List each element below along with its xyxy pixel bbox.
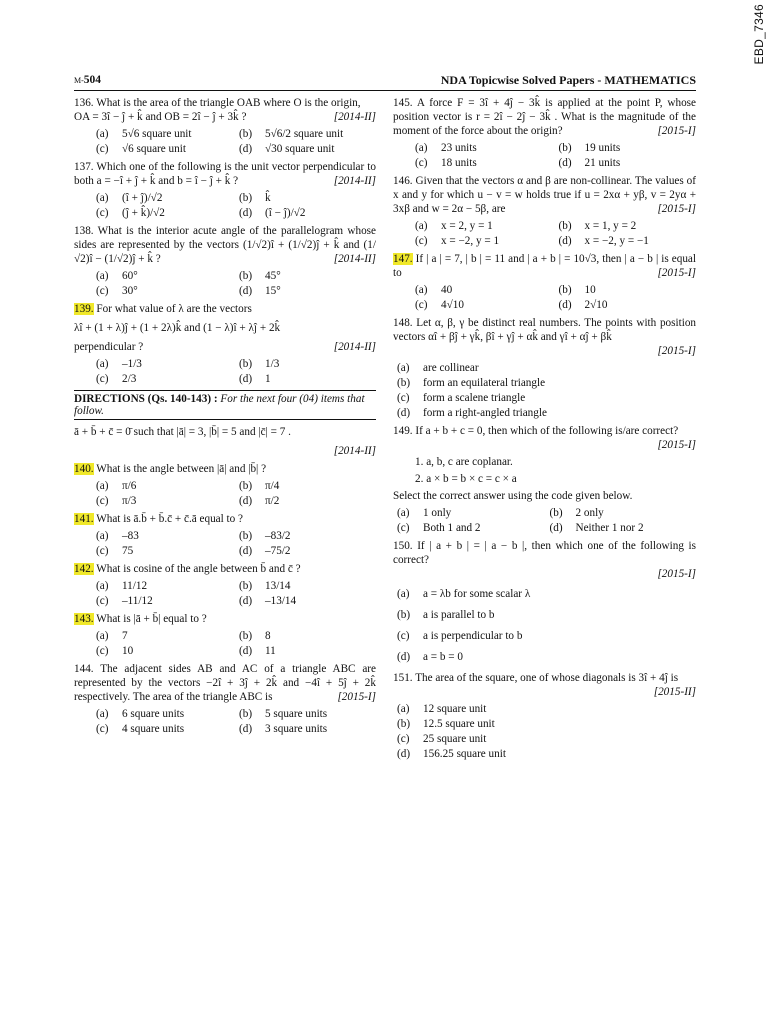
left-column xyxy=(74,96,376,740)
statement-1: 1. a, b, c are coplanar. xyxy=(415,456,513,468)
options: (a) 40 (b) 10 (c) 4√10 (d) 2√10 xyxy=(415,284,608,311)
options: (a) 7 (b) 8 (c) 10 (d) 11 xyxy=(96,630,276,657)
page-header xyxy=(74,72,696,91)
options: (a) 23 units (b) 19 units (c) 18 units (d) 21 units xyxy=(415,142,621,169)
question-150: 150. If | a + b | = | a − b |, then which one of the following is correct? [2015-I] (a) a = λb for some scalar λ (b) a is parallel to b (c) a is perpendicular to b (d) a = b = 0 xyxy=(393,539,696,667)
question-145: 145. A force F = 3î + 4ĵ − 3k̂ is applied at the point P, whose position vector is r = 2î − 2ĵ − 3k̂ . What is the magnitude of the moment of the force about the origin? [2015-I] (a) 23 units (b) 19 units (c) 18 units (d) 21 units xyxy=(393,97,696,169)
question-151: 151. The area of the square, one of whose diagonals is 3î + 4ĵ is [2015-II] (a) 12 square unit (b) 12.5 square unit (c) 25 square unit (d) 156.25 square unit xyxy=(393,672,696,760)
question-147: 147. If | a | = 7, | b | = 11 and | a + b | = 10√3, then | a − b | is equal to [2015-I] (a) 40 (b) 10 (c) 4√10 (d) 2√10 xyxy=(393,253,697,311)
options: (a) (î + ĵ)/√2 (b) k̂ (c) (ĵ + k̂)/√2 (d) (î − ĵ)/√2 xyxy=(96,192,306,219)
question-148: 148. Let α, β, γ be distinct real numbers. The points with position vectors αî + βĵ + γk̂, βî + γĵ + αk̂ and γî + αĵ + βk̂ [2015-I] (a) are collinear (b) form an equilateral triangle (c) form a scalene triangle (d) form a right-angled triangle xyxy=(393,317,697,419)
question-142: 142. What is cosine of the angle between b̄ and c̄ ? (a) 11/12 (b) 13/14 (c) –11/12 (d) –13/14 xyxy=(74,562,376,608)
question-140: 140. What is the angle between |ā| and |b̄| ? (a) π/6 (b) π/4 (c) π/3 (d) π/2 xyxy=(74,462,376,508)
directions-block: DIRECTIONS (Qs. 140-143) : For the next four (04) items that follow. xyxy=(74,390,376,420)
options: (a) 60° (b) 45° (c) 30° (d) 15° xyxy=(96,270,281,297)
options: (a) 1 only (b) 2 only (c) Both 1 and 2 (d) Neither 1 nor 2 xyxy=(397,507,644,534)
options: (a) 12 square unit (b) 12.5 square unit (c) 25 square unit (d) 156.25 square unit xyxy=(397,703,506,760)
question-139: 139. For what value of λ are the vectors λî + (1 + λ)ĵ + (1 + 2λ)k̂ and (1 − λ)î + λĵ + 2k̂ perpendicular ? [2014-II] (a) –1/3 (b) 1/3 (c) 2/3 (d) 1 xyxy=(74,303,376,385)
question-149: 149. If a + b + c = 0, then which of the following is/are correct? [2015-I] 1. a, b, c are coplanar. 2. a × b = b × c = c × a Select the correct answer using the code given below. (a) 1 only (b) 2 only (c) Both 1 and 2 (d) Neither 1 nor 2 xyxy=(393,425,696,534)
options: (a) –1/3 (b) 1/3 (c) 2/3 (d) 1 xyxy=(96,358,280,385)
question-141: 141. What is ā.b̄ + b̄.c̄ + c̄.ā equal to ? (a) –83 (b) –83/2 (c) 75 (d) –75/2 xyxy=(74,512,376,558)
options: (a) are collinear (b) form an equilateral triangle (c) form a scalene triangle (d) form a right-angled triangle xyxy=(397,362,547,419)
document-code: EBD_7346 xyxy=(752,4,766,65)
right-column xyxy=(393,96,696,765)
options: (a) a = λb for some scalar λ (b) a is parallel to b (c) a is perpendicular to b (d) a = b = 0 xyxy=(397,588,531,663)
select-instruction: Select the correct answer using the code given below. xyxy=(393,490,633,502)
options: (a) 5√6 square unit (b) 5√6/2 square unit (c) √6 square unit (d) √30 square unit xyxy=(96,128,344,155)
options: (a) 6 square units (b) 5 square units (c) 4 square units (d) 3 square units xyxy=(96,708,328,735)
question-137: 137. Which one of the following is the unit vector perpendicular to both a = −î + ĵ + k̂ and b = î − ĵ + k̂ ? [2014-II] (a) (î + ĵ)/√2 (b) k̂ (c) (ĵ + k̂)/√2 (d) (î − ĵ)/√2 xyxy=(74,161,376,219)
options: (a) π/6 (b) π/4 (c) π/3 (d) π/2 xyxy=(96,480,280,507)
directions-condition: ā + b̄ + c̄ = 0̄ such that |ā| = 3, |b̄| = 5 and |c̄| = 7 . [2014-II] xyxy=(74,426,376,457)
options: (a) –83 (b) –83/2 (c) 75 (d) –75/2 xyxy=(96,530,291,557)
options: (a) 11/12 (b) 13/14 (c) –11/12 (d) –13/14 xyxy=(96,580,297,607)
question-138: 138. What is the interior acute angle of the parallelogram whose sides are represented by the vectors (1/√2)î + (1/√2)ĵ + k̂ and (1/√2)î − (1/√2)ĵ + k̂ ? [2014-II] (a) 60° (b) 45° (c) 30° (d) 15° xyxy=(74,225,376,297)
question-136: 136. What is the area of the triangle OAB where O is the origin, OA = 3î − ĵ + k̂ and OB = 2î − ĵ + 3k̂ ? [2014-II] (a) 5√6 square unit (b) 5√6/2 square unit (c) √6 square unit (d) √30 square unit xyxy=(74,97,376,155)
statement-2: 2. a × b = b × c = c × a xyxy=(415,473,517,485)
page-number: M-504 xyxy=(74,74,102,86)
book-title: NDA Topicwise Solved Papers - MATHEMATICS xyxy=(440,73,696,87)
question-144: 144. The adjacent sides AB and AC of a triangle ABC are represented by the vectors −2î + 3ĵ + 2k̂ and −4î + 5ĵ + 2k̂ respectively. The area of the triangle ABC is [2015-I] (a) 6 square units (b) 5 square units (c) 4 square units (d) 3 square units xyxy=(74,663,376,735)
options: (a) x = 2, y = 1 (b) x = 1, y = 2 (c) x = −2, y = 1 (d) x = −2, y = −1 xyxy=(415,220,649,247)
question-143: 143. What is |ā + b̄| equal to ? (a) 7 (b) 8 (c) 10 (d) 11 xyxy=(74,612,376,658)
question-146: 146. Given that the vectors α and β are non-collinear. The values of x and y for which u − v = w holds true if u = 2xα + yβ, v = 2yα + 3xβ and w = 2α − 5β, are [2015-I] (a) x = 2, y = 1 (b) x = 1, y = 2 (c) x = −2, y = 1 (d) x = −2, y = −1 xyxy=(393,175,696,247)
